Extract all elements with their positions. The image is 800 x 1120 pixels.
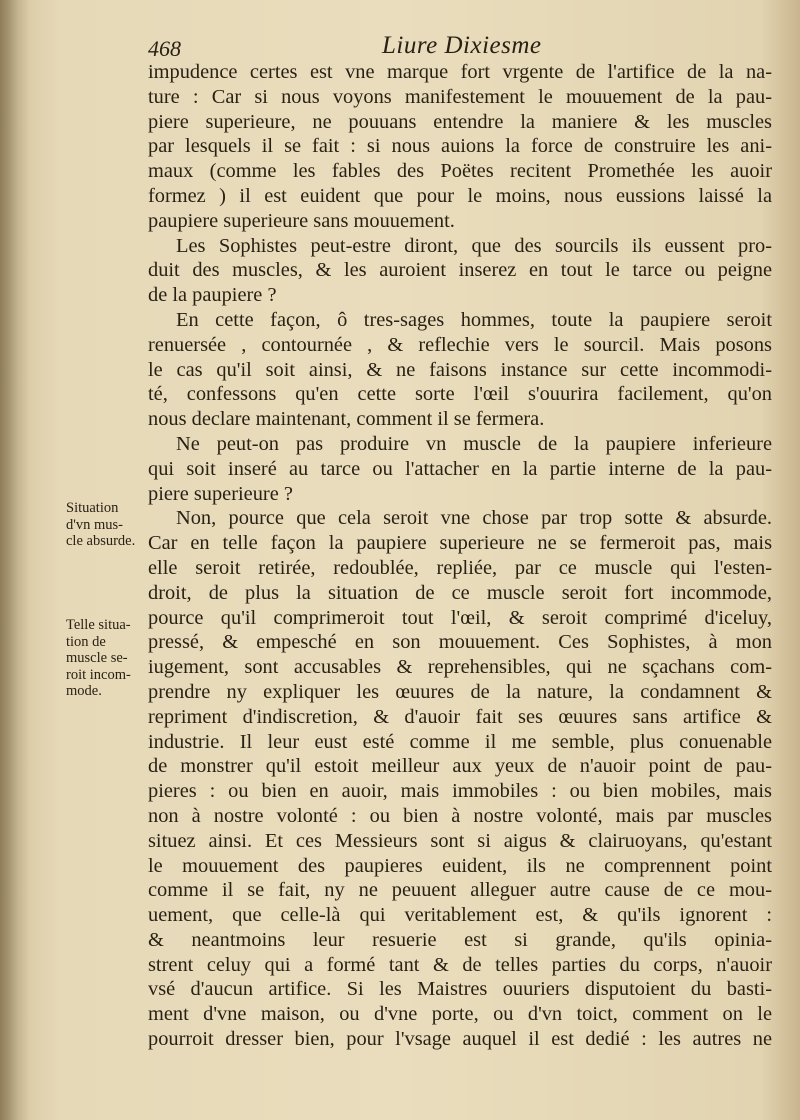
text-line: pourroit dresser bien, pour l'vsage auquel il est dedié : les autres ne [148,1028,772,1051]
text-line: non à nostre volonté : ou bien à nostre volonté, mais par muscles [148,804,772,827]
margin-note-line: Situation [66,500,119,516]
margin-note-line: tion de [66,633,106,650]
text-line: nous declare maintenant, comment il se fermera. [148,408,545,431]
text-line: pource qu'il comprimeroit tout l'œil, & seroit comprimé d'iceluy, [148,606,772,629]
text-line: Les Sophistes peut-estre diront, que des sourcils ils eussent pro- [176,234,772,257]
text-line: renuersée , contournée , & reflechie vers le sourcil. Mais posons [148,333,772,356]
text-line: Car en telle façon la paupiere superieure ne se fermeroit pas, mais [148,532,772,555]
text-line: té, confessons qu'en cette sorte l'œil s'ouurira facilement, qu'on [148,383,772,406]
margin-note-incommode [66,617,150,700]
text-line: impudence certes est vne marque fort vrgente de l'artifice de la na- [148,61,772,83]
text-line: pieres : ou bien en auoir, mais immobiles : ou bien mobiles, mais [148,780,772,803]
text-line: repriment d'indiscretion, & d'auoir fait ses œuures sans artifice & [148,705,772,728]
margin-note-situation [66,500,150,550]
text-line: paupiere superieure sans mouuement. [148,209,455,232]
margin-note-line: roit incom- [66,666,131,683]
margin-note-line: d'vn mus- [66,516,123,533]
text-line: industrie. Il leur eust esté comme il me semble, plus conuenable [148,730,772,753]
text-line: pressé, & empesché en son mouuement. Ces Sophistes, à mon [148,631,772,654]
text-line: comme il se fait, ny ne peuuent alleguer autre cause de ce mou- [148,879,772,902]
text-line: En cette façon, ô tres-sages hommes, toute la paupiere seroit [176,308,772,331]
text-line: de la paupiere ? [148,284,277,307]
margin-note-line: muscle se- [66,650,128,667]
text-line: Ne peut-on pas produire vn muscle de la paupiere inferieure [176,432,772,455]
running-title: Liure Dixiesme [382,32,542,59]
text-line: & neantmoins leur resuerie est si grande, qu'ils opinia- [148,928,772,951]
margin-note-line: mode. [66,683,102,700]
text-line: par lesquels il se fait : si nous auions la force de construire les ani- [148,135,772,158]
text-line: piere superieure ? [148,482,293,505]
text-line: ment d'vne maison, ou d'vne porte, ou d'vn toict, comment on le [148,1003,772,1026]
margin-note-line: Telle situa- [66,617,131,633]
body-text [148,60,772,1052]
text-line: formez ) il est euident que pour le moins, nous eussions laissé la [148,184,772,207]
text-line: uement, que celle-là qui veritablement est, & qu'ils ignorent : [148,904,772,927]
text-line: vsé d'aucun artifice. Si les Maistres ouuriers disputoient du basti- [148,978,772,1001]
text-line: de monstrer qu'il estoit meilleur aux yeux de n'auoir point de pau- [148,755,772,778]
page-header [0,30,800,62]
text-line: prendre ny expliquer les œuures de la nature, la condamnent & [148,680,772,703]
text-line: iugement, sont accusables & reprehensibles, qui ne sçachans com- [148,656,772,679]
text-line: ture : Car si nous voyons manifestement le mouuement de la pau- [148,85,772,108]
text-line: le cas qu'il soit ainsi, & ne faisons instance sur cette incommodi- [148,358,772,381]
page-number: 468 [148,36,181,61]
text-line: qui soit inseré au tarce ou l'attacher en la partie interne de la pau- [148,457,772,480]
text-line: Non, pource que cela seroit vne chose par trop sotte & absurde. [176,507,772,530]
text-line: duit des muscles, & les auroient inserez en tout le tarce ou peigne [148,259,772,282]
margin-note-line: cle absurde. [66,533,136,550]
text-line: maux (comme les fables des Poëtes recitent Promethée les auoir [148,160,772,183]
text-line: piere superieure, ne pouuans entendre la maniere & les muscles [148,110,772,133]
text-line: situez ainsi. Et ces Messieurs sont si aigus & clairuoyans, qu'estant [148,829,772,852]
text-line: strent celuy qui a formé tant & de telles parties du corps, n'auoir [148,953,772,976]
text-line: le mouuement des paupieres euident, ils ne comprennent point [148,854,772,877]
gutter-shadow [0,0,30,1120]
text-line: droit, de plus la situation de ce muscle seroit fort incommode, [148,581,772,604]
text-line: elle seroit retirée, redoublée, repliée, par ce muscle qui l'esten- [148,556,772,579]
